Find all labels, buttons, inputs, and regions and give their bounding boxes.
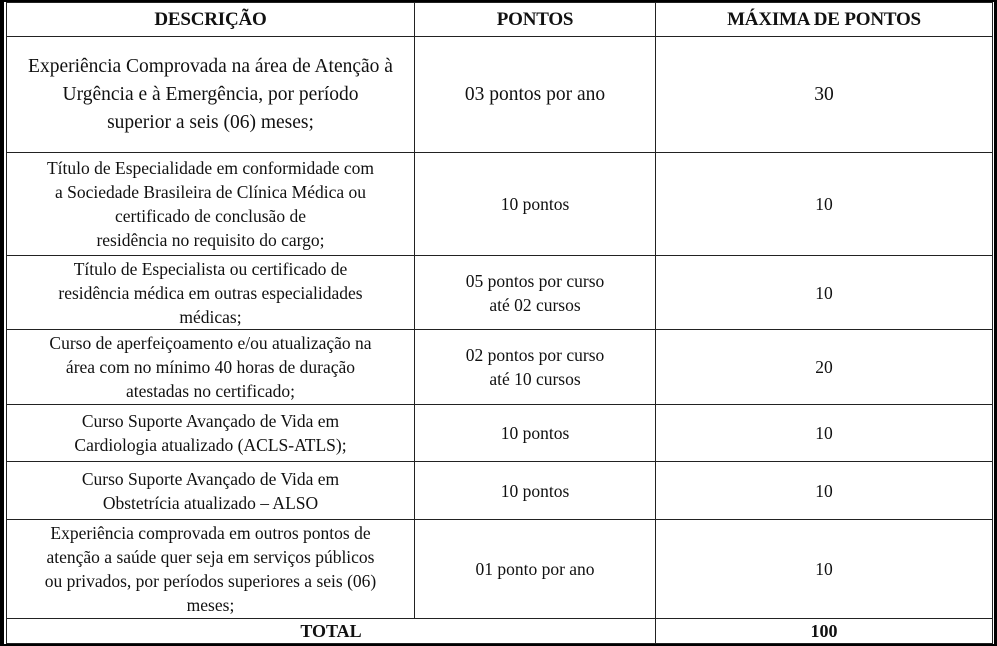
row-pontos bbox=[415, 520, 656, 619]
descricao-line: Urgência e à Emergência, por período bbox=[62, 83, 359, 105]
row-maxima: 20 bbox=[656, 330, 993, 405]
pontos-line: 10 pontos bbox=[500, 480, 570, 501]
descricao-line: ou privados, por períodos superiores a seis (06) bbox=[44, 571, 377, 591]
descricao-line: Título de Especialidade em conformidade com bbox=[46, 158, 375, 178]
total-value: 100 bbox=[656, 619, 993, 644]
descricao-line: a Sociedade Brasileira de Clínica Médica ou bbox=[55, 182, 366, 202]
pontos-line: até 02 cursos bbox=[489, 294, 581, 315]
row-maxima: 10 bbox=[656, 462, 993, 520]
pontos-line: 05 pontos por curso bbox=[465, 270, 605, 291]
row-pontos bbox=[415, 330, 656, 405]
row-descricao bbox=[7, 153, 415, 256]
descricao-line: residência no requisito do cargo; bbox=[96, 230, 325, 250]
header-pontos: PONTOS bbox=[415, 3, 656, 37]
pontos-line: até 10 cursos bbox=[489, 369, 581, 389]
descricao-line: superior a seis (06) meses; bbox=[107, 111, 314, 133]
table-row bbox=[7, 153, 993, 256]
row-descricao bbox=[7, 256, 415, 330]
row-descricao bbox=[7, 37, 415, 153]
table-row bbox=[7, 462, 993, 520]
descricao-line: Experiência Comprovada na área de Atenção à bbox=[28, 55, 393, 77]
row-maxima: 10 bbox=[656, 256, 993, 330]
descricao-line: Curso Suporte Avançado de Vida em bbox=[81, 468, 340, 489]
descricao-line: meses; bbox=[186, 595, 235, 615]
row-descricao bbox=[7, 405, 415, 462]
pontos-line: 03 pontos por ano bbox=[464, 83, 606, 105]
table-row bbox=[7, 405, 993, 462]
descricao-line: residência médica em outras especialidades bbox=[58, 282, 363, 303]
pontos-line: 02 pontos por curso bbox=[465, 345, 605, 365]
row-pontos bbox=[415, 256, 656, 330]
row-maxima: 10 bbox=[656, 520, 993, 619]
row-maxima: 10 bbox=[656, 153, 993, 256]
table-row bbox=[7, 256, 993, 330]
row-pontos bbox=[415, 37, 656, 153]
descricao-line: Experiência comprovada em outros pontos de bbox=[50, 523, 371, 543]
descricao-line: certificado de conclusão de bbox=[115, 206, 306, 226]
header-row bbox=[7, 3, 993, 37]
header-maxima: MÁXIMA DE PONTOS bbox=[656, 3, 993, 37]
descricao-line: Cardiologia atualizado (ACLS-ATLS); bbox=[74, 435, 347, 455]
row-maxima: 30 bbox=[656, 37, 993, 153]
descricao-line: Curso Suporte Avançado de Vida em bbox=[81, 411, 340, 431]
pontos-line: 10 pontos bbox=[500, 194, 570, 214]
total-label: TOTAL bbox=[7, 619, 656, 644]
total-row bbox=[7, 619, 993, 644]
row-maxima: 10 bbox=[656, 405, 993, 462]
table-row bbox=[7, 520, 993, 619]
table-row bbox=[7, 330, 993, 405]
row-pontos bbox=[415, 153, 656, 256]
row-descricao bbox=[7, 462, 415, 520]
descricao-line: área com no mínimo 40 horas de duração bbox=[65, 357, 356, 377]
pontos-line: 01 ponto por ano bbox=[475, 559, 595, 579]
descricao-line: Título de Especialista ou certificado de bbox=[73, 258, 348, 279]
document-page bbox=[4, 2, 994, 644]
header-descricao: DESCRIÇÃO bbox=[7, 3, 415, 37]
table-row bbox=[7, 37, 993, 153]
descricao-line: atestadas no certificado; bbox=[125, 381, 296, 401]
descricao-line: Curso de aperfeiçoamento e/ou atualização na bbox=[49, 333, 372, 353]
scoring-table bbox=[6, 2, 993, 644]
descricao-line: Obstetrícia atualizado – ALSO bbox=[102, 492, 319, 513]
row-pontos bbox=[415, 462, 656, 520]
row-descricao bbox=[7, 330, 415, 405]
descricao-line: médicas; bbox=[179, 306, 242, 327]
descricao-line: atenção a saúde quer seja em serviços públicos bbox=[46, 547, 375, 567]
pontos-line: 10 pontos bbox=[500, 423, 570, 443]
row-descricao bbox=[7, 520, 415, 619]
row-pontos bbox=[415, 405, 656, 462]
